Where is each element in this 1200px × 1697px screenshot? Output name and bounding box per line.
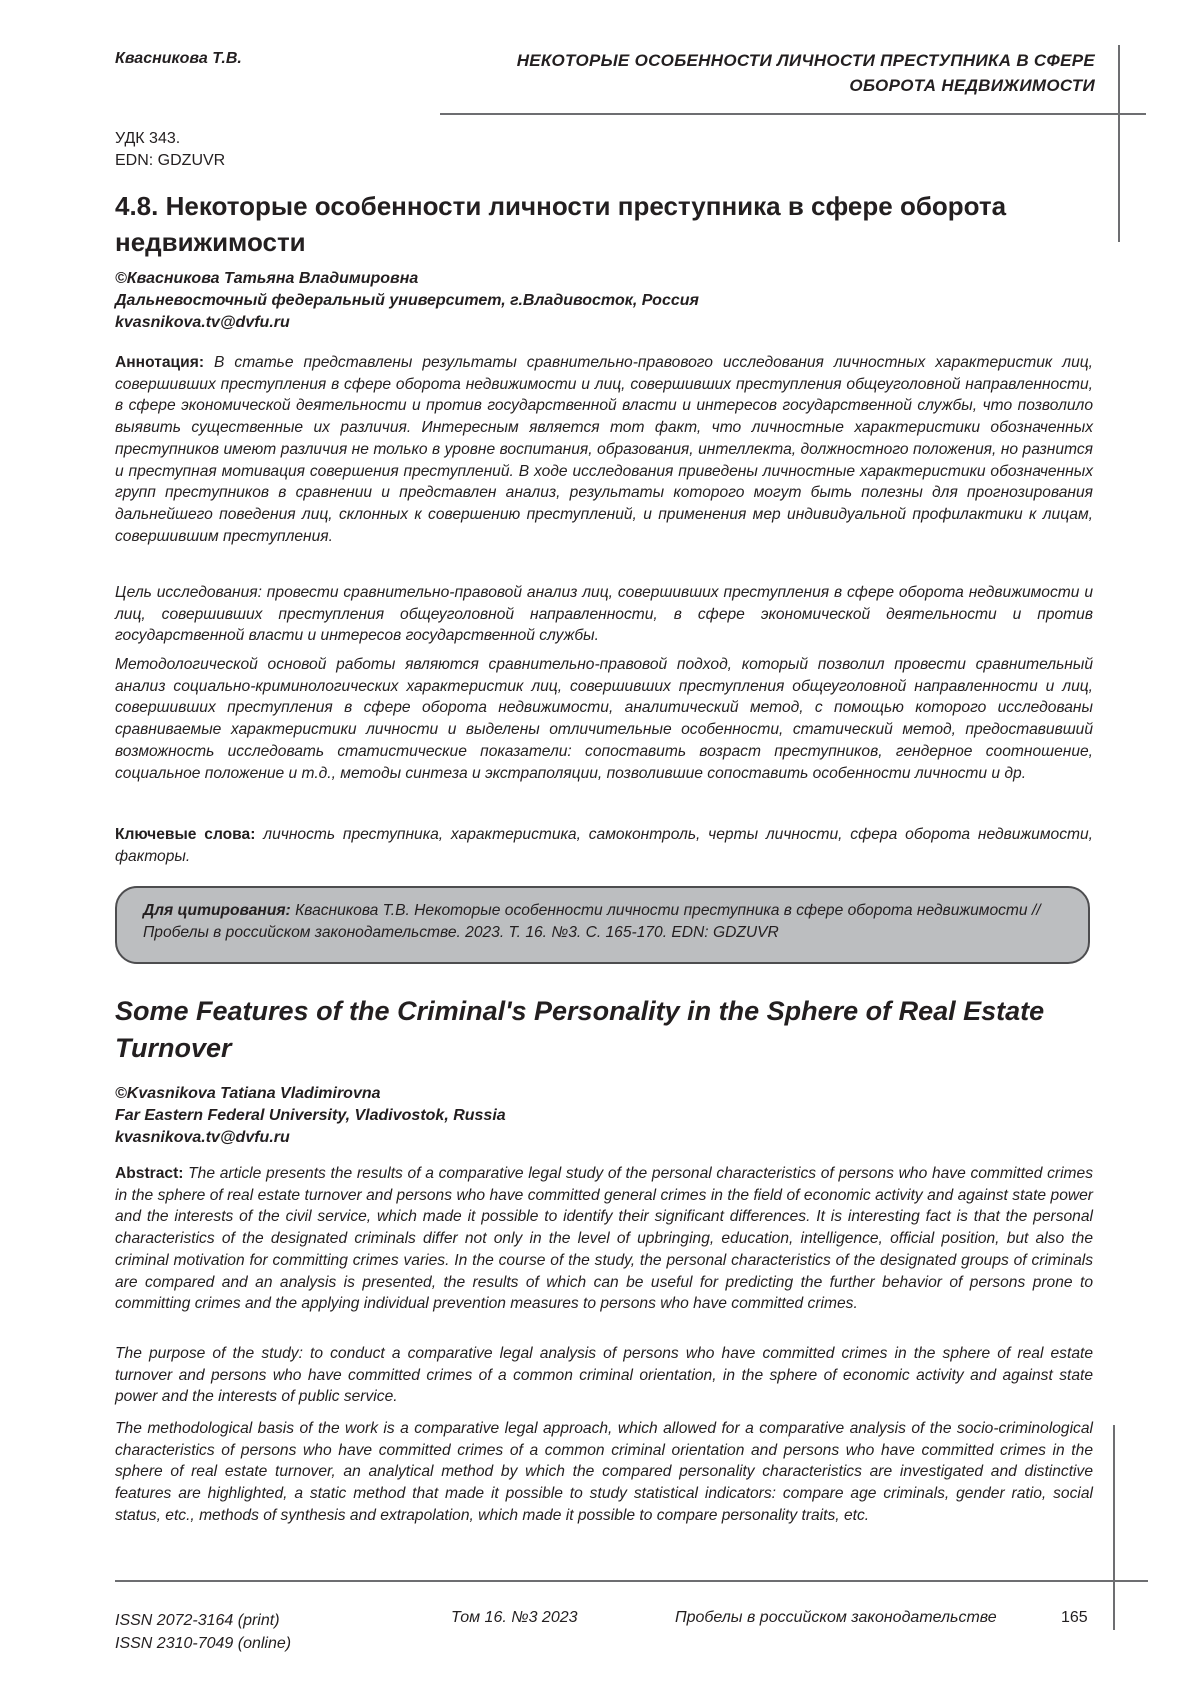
abstract-label-en: Abstract: [115,1165,184,1182]
footer-issn [115,1609,291,1655]
header-rule [440,113,1146,115]
running-header-title [455,48,1095,98]
footer-volume: Том 16. №3 2023 [451,1609,578,1626]
header-vertical-rule [1118,45,1120,242]
author-affiliation-ru: Дальневосточный федеральный университет, г.Владивосток, Россия [115,292,699,309]
issn-print: ISSN 2072-3164 (print) [115,1612,280,1629]
abstract-en [115,1163,1093,1315]
article-meta [115,128,225,172]
udk-code: УДК 343. [115,130,181,147]
keywords-ru [115,824,1093,867]
methodology-ru: Методологической основой работы являются сравнительно-правовой подход, который позволил провести сравнительный анализ социально-криминологических характеристик лиц, совершивших преступления общеуголовной направленности и лиц, совершивших преступления в сфере оборота недвижимости, аналитический метод, с помощью которого исследованы сравниваемые характеристики личности и выделены отличительные особенности, статический метод, предоставивший возможность исследовать статистические показатели: сопоставить возраст преступников, гендерное соотношение, социальное положение и т.д., методы синтеза и экстраполяции, позволившие сопоставить особенности личности и др. [115,656,1093,782]
keywords-label-ru: Ключевые слова: [115,826,256,843]
article-title-ru: 4.8. Некоторые особенности личности преступника в сфере оборота недвижимости [115,191,1007,257]
author-email-ru[interactable]: kvasnikova.tv@dvfu.ru [115,314,290,331]
author-block-en [115,1083,506,1149]
running-header-title-line2: ОБОРОТА НЕДВИЖИМОСТИ [849,76,1095,95]
purpose-ru: Цель исследования: провести сравнительно-правовой анализ лиц, совершивших преступления в сфере оборота недвижимости и лиц, совершивших преступления общеуголовной направленности, в сфере экономической деятельности и против государственной власти и интересов государственной службы. [115,584,1093,645]
footer-journal-name: Пробелы в российском законодательстве [675,1609,997,1626]
author-name-ru: ©Квасникова Татьяна Владимировна [115,270,419,287]
annotation-text-ru: В статье представлены результаты сравнительно-правового исследования личностных характеристик лиц, совершивших преступления в сфере оборота недвижимости и лиц, совершивших преступления общеуголовной направленности, в сфере экономической деятельности и против государственной власти и интересов государственной службы, что позволило выявить существенные их различия. Интересным является тот факт, что личностные характеристики обозначенных преступников имеют различия не только в уровне воспитания, образования, интеллекта, должностного положения, но разнится и преступная мотивация совершения преступлений. В ходе исследования приведены личностные характеристики обозначенных групп преступников в сравнении и представлен анализ, результаты которого могут быть полезны для прогнозирования дальнейшего поведения лиц, склонных к совершению преступлений, и применения мер индивидуальной профилактики к лицам, совершившим преступления. [115,354,1093,545]
keywords-text-ru: личность преступника, характеристика, самоконтроль, черты личности, сфера оборота недвижимости, факторы. [115,826,1093,865]
citation-text-block [143,900,1063,944]
citation-label: Для цитирования: [143,902,291,919]
purpose-en: The purpose of the study: to conduct a comparative legal analysis of persons who have committed crimes in the sphere of real estate turnover and persons who have committed crimes of a common criminal orientation, in the sphere of economic activity and against state power and the interests of public service. [115,1345,1093,1406]
running-header-author: Квасникова Т.В. [115,50,242,67]
issn-online: ISSN 2310-7049 (online) [115,1635,292,1652]
annotation-ru [115,352,1093,547]
page-number: 165 [1061,1609,1088,1626]
citation-box [115,886,1090,964]
abstract-text-en: The article presents the results of a comparative legal study of the personal characteristics of persons who have committed crimes in the sphere of real estate turnover and persons who have committed general crimes in the field of economic activity and against state power and the interests of the civil service, which made it possible to identify their significant differences. It is interesting fact is that the personal characteristics of the designated criminals differ not only in the level of upbringing, education, intelligence, official position, but also the criminal motivation for committing crimes varies. In the course of the study, the personal characteristics of the designated groups of criminals are compared and an analysis is presented, the results of which can be useful for predicting the further behavior of persons prone to committing crimes and the applying individual prevention measures to persons who have committed crimes. [115,1165,1093,1313]
edn-code: EDN: GDZUVR [115,152,226,169]
running-header-title-line1: НЕКОТОРЫЕ ОСОБЕННОСТИ ЛИЧНОСТИ ПРЕСТУПНИКА В СФЕРЕ [516,51,1095,70]
author-email-en[interactable]: kvasnikova.tv@dvfu.ru [115,1129,290,1146]
footer-rule [115,1580,1148,1582]
citation-text: Квасникова Т.В. Некоторые особенности личности преступника в сфере оборота недвижимости // Пробелы в российском законодательстве. 2023. Т. 16. №3. С. 165-170. EDN: GDZUVR [143,902,1041,941]
article-title-en: Some Features of the Criminal's Personality in the Sphere of Real Estate Turnover [115,996,1045,1063]
footer-vertical-rule [1113,1425,1115,1630]
annotation-label-ru: Аннотация: [115,354,205,371]
author-block-ru [115,268,699,334]
methodology-en: The methodological basis of the work is a comparative legal approach, which allowed for a comparative analysis of the socio-criminological characteristics of persons who have committed crimes of a common criminal orientation and persons who have committed crimes in the sphere of real estate turnover, an analytical method by which the compared personality characteristics are investigated and distinctive features are highlighted, a static method that made it possible to study statistical indicators: compare age criminals, gender ratio, social status, etc., methods of synthesis and extrapolation, which made it possible to compare personality traits, etc. [115,1420,1093,1524]
author-name-en: ©Kvasnikova Tatiana Vladimirovna [115,1085,381,1102]
author-affiliation-en: Far Eastern Federal University, Vladivostok, Russia [115,1107,506,1124]
